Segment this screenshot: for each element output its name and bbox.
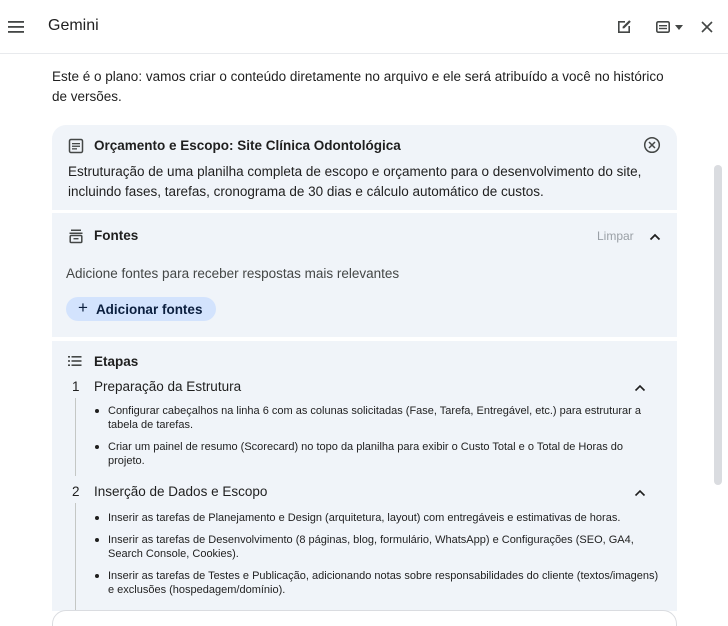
document-icon bbox=[68, 138, 84, 154]
step-label: Preparação da Estrutura bbox=[94, 379, 242, 394]
step-bullet: Inserir as tarefas de Testes e Publicação, adicionando notas sobre responsabilidades do cliente (textos/imagens) e exclusões (hospedagem/domínio). bbox=[92, 569, 662, 597]
collapse-step-button[interactable] bbox=[634, 379, 646, 397]
sources-section bbox=[52, 213, 677, 337]
step-bullet: Configurar cabeçalhos na linha 6 com as colunas solicitadas (Fase, Tarefa, Entregável, etc.) para estruturar a tabela de tarefas. bbox=[92, 404, 662, 432]
response-message: Este é o plano: vamos criar o conteúdo diretamente no arquivo e ele será atribuído a você no histórico de versões. bbox=[52, 69, 664, 104]
step-bullets bbox=[92, 511, 662, 605]
step-label: Inserção de Dados e Escopo bbox=[94, 484, 268, 499]
chevron-up-icon bbox=[634, 489, 646, 497]
step-number: 2 bbox=[72, 484, 80, 499]
step-bullet: Inserir as tarefas de Desenvolvimento (8 páginas, blog, formulário, WhatsApp) e Configurações (SEO, GA4, Search Console, Cookies). bbox=[92, 533, 662, 561]
cancel-circle-icon bbox=[643, 136, 661, 154]
new-chat-button[interactable] bbox=[613, 16, 635, 38]
list-icon bbox=[68, 355, 82, 367]
close-button[interactable] bbox=[696, 16, 718, 38]
edit-note-icon bbox=[615, 18, 633, 36]
caret-down-icon bbox=[675, 25, 683, 30]
menu-icon bbox=[8, 21, 24, 33]
sources-icon bbox=[68, 228, 84, 244]
collapse-sources-button[interactable] bbox=[649, 228, 661, 246]
step-connector bbox=[75, 503, 76, 611]
step-bullets bbox=[92, 404, 662, 476]
add-sources-label: Adicionar fontes bbox=[95, 301, 203, 317]
document-dismiss-button[interactable] bbox=[643, 136, 661, 159]
collapse-step-button[interactable] bbox=[634, 484, 646, 502]
sources-hint: Adicione fontes para receber respostas mais relevantes bbox=[66, 266, 400, 281]
chevron-up-icon bbox=[634, 384, 646, 392]
steps-section bbox=[52, 341, 677, 611]
close-icon bbox=[701, 21, 713, 33]
step-number: 1 bbox=[72, 379, 80, 394]
step-bullet: Inserir as tarefas de Planejamento e Design (arquitetura, layout) com entregáveis e estimativas de horas. bbox=[92, 511, 662, 525]
panel-title: Gemini bbox=[48, 17, 99, 34]
step-connector bbox=[75, 398, 76, 476]
scrollbar-thumb[interactable] bbox=[714, 165, 722, 485]
menu-button[interactable] bbox=[6, 17, 26, 37]
view-toggle-button[interactable] bbox=[652, 16, 686, 38]
document-card bbox=[52, 125, 677, 210]
document-description: Estruturação de uma planilha completa de escopo e orçamento para o desenvolvimento do site, incluindo fases, tarefas, cronograma de 30 dias e cálculo automático de custos. bbox=[68, 164, 642, 199]
steps-title: Etapas bbox=[94, 354, 139, 369]
panel-header bbox=[0, 0, 728, 54]
document-title: Orçamento e Escopo: Site Clínica Odontológica bbox=[94, 138, 401, 153]
add-sources-button[interactable] bbox=[66, 297, 216, 321]
chevron-up-icon bbox=[649, 233, 661, 241]
sources-title: Fontes bbox=[94, 228, 139, 243]
prompt-input-container[interactable] bbox=[52, 610, 677, 626]
plus-icon: + bbox=[78, 298, 88, 317]
view-toggle-icon bbox=[656, 21, 670, 33]
clear-sources-button[interactable]: Limpar bbox=[597, 229, 634, 243]
step-bullet: Criar um painel de resumo (Scorecard) no topo da planilha para exibir o Custo Total e o Total de Horas do projeto. bbox=[92, 440, 662, 468]
